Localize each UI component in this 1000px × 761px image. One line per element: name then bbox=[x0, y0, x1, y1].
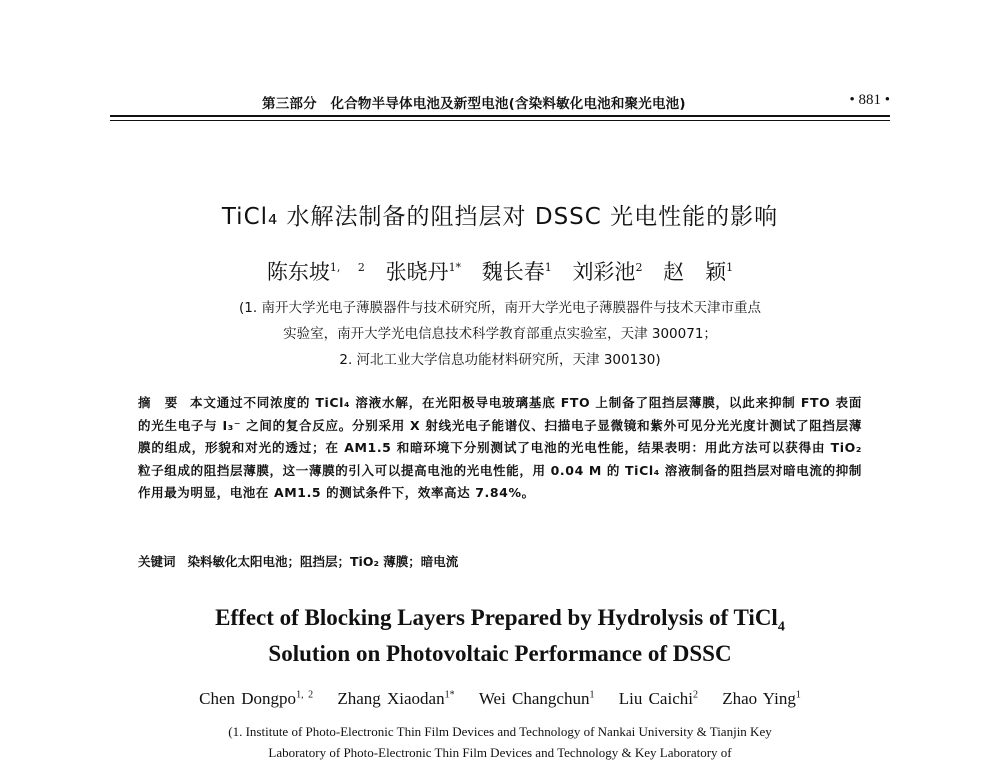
page-number: • 881 • bbox=[849, 92, 890, 108]
en-author: Wei Changchun$^1$ bbox=[478, 689, 595, 708]
cn-author: 魏长春$^1$ bbox=[481, 260, 552, 284]
en-affiliation-line: Laboratory of Photo-Electronic Thin Film Devices and Technology & Key Laboratory of bbox=[268, 745, 732, 760]
header-rule-thin bbox=[110, 120, 890, 121]
en-author: Chen Dongpo$^{1, 2}$ bbox=[199, 689, 314, 708]
cn-author: 赵 颖$^1$ bbox=[663, 260, 734, 284]
en-author: Zhao Ying$^1$ bbox=[722, 689, 801, 708]
en-affiliation-line: (1. Institute of Photo-Electronic Thin Film Devices and Technology of Nankai University & Tianjin Key bbox=[228, 724, 772, 739]
en-author: Liu Caichi$^2$ bbox=[618, 689, 698, 708]
english-authors bbox=[0, 689, 1000, 709]
cn-author: 张晓丹$^{1*}$ bbox=[385, 260, 462, 284]
cn-author: 刘彩池$^2$ bbox=[572, 260, 643, 284]
chinese-authors bbox=[0, 256, 1000, 286]
english-title-line-2: Solution on Photovoltaic Performance of DSSC bbox=[268, 641, 732, 666]
keywords-text: 染料敏化太阳电池；阻挡层；TiO₂ 薄膜；暗电流 bbox=[187, 554, 459, 569]
cn-author: 陈东坡$^{1, 2}$ bbox=[266, 260, 365, 284]
cn-affiliation-line: 实验室，南开大学光电信息技术科学教育部重点实验室，天津 300071； bbox=[283, 326, 717, 342]
running-header bbox=[110, 92, 890, 114]
cn-affiliation-line: 2. 河北工业大学信息功能材料研究所，天津 300130) bbox=[339, 352, 661, 368]
keywords-label: 关键词 bbox=[138, 554, 176, 569]
chinese-keywords bbox=[138, 552, 862, 570]
english-title-line-1: Effect of Blocking Layers Prepared by Hydrolysis of TiCl$_4$ bbox=[215, 605, 785, 635]
cn-affiliation-line: (1. 南开大学光电子薄膜器件与技术研究所，南开大学光电子薄膜器件与技术天津市重点 bbox=[239, 300, 761, 316]
chinese-title: TiCl₄ 水解法制备的阻挡层对 DSSC 光电性能的影响 bbox=[221, 204, 779, 230]
en-author: Zhang Xiaodan$^{1*}$ bbox=[337, 689, 455, 708]
chinese-abstract bbox=[138, 392, 862, 505]
abstract-text: 本文通过不同浓度的 TiCl₄ 溶液水解，在光阳极导电玻璃基底 FTO 上制备了阻挡层薄膜，以此来抑制 FTO 表面的光生电子与 I₃⁻ 之间的复合反应。分别采用 X 射线光电子能谱仪、扫描电子显微镜和紫外可见分光光度计测试了阻挡层薄膜的组成，形貌和对光的透过；在 AM1.5 和暗环境下分别测试了电池的光电性能，结果表明：用此方法可以获得由 TiO₂ 粒子组成的阻挡层薄膜，这一薄膜的引入可以提高电池的光电性能，用 0.04 M 的 TiCl₄ 溶液制备的阻挡层对暗电流的抑制作用最为明显，电池在 AM1.5 的测试条件下，效率高达 7.84%。 bbox=[138, 395, 862, 501]
running-header-title: 第三部分 化合物半导体电池及新型电池(含染料敏化电池和聚光电池) bbox=[262, 96, 686, 112]
abstract-label: 摘 要 bbox=[138, 395, 179, 410]
header-rule-thick bbox=[110, 115, 890, 117]
